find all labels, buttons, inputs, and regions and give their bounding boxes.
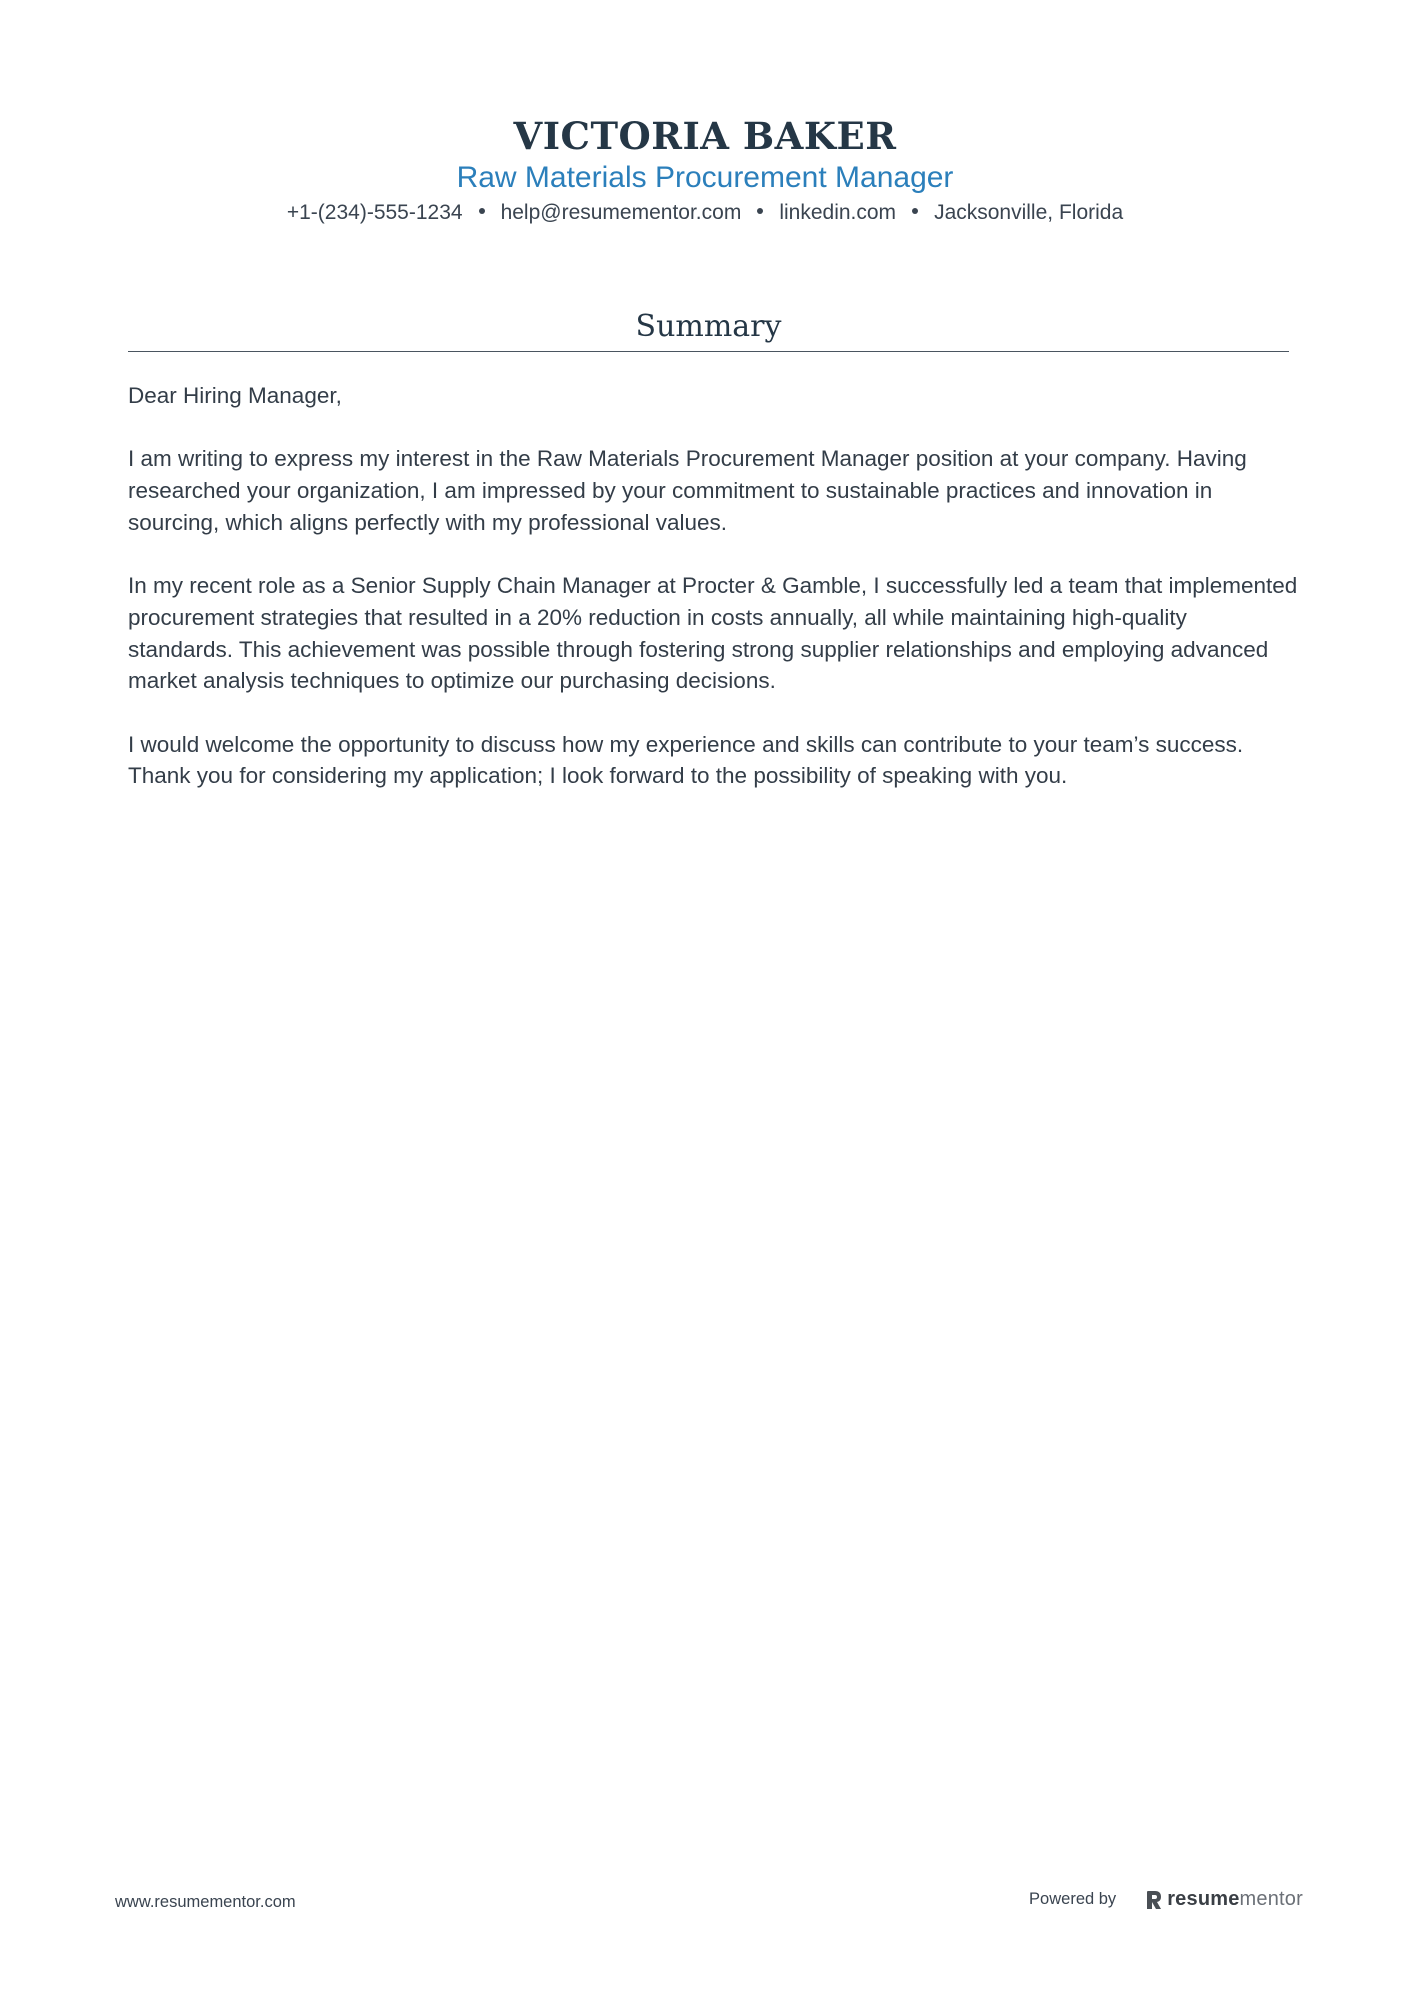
header: [0, 112, 1410, 228]
bullet-separator-icon: [757, 208, 763, 214]
letter-body: [128, 380, 1298, 824]
resumementor-logo[interactable]: [1146, 1888, 1303, 1911]
logo-wordmark-bold: resume: [1167, 1888, 1240, 1910]
section-heading-summary: Summary: [128, 303, 1289, 352]
contact-linkedin[interactable]: linkedin.com: [779, 201, 897, 224]
contact-email[interactable]: help@resumementor.com: [500, 201, 742, 224]
contact-location: Jacksonville, Florida: [934, 201, 1124, 224]
letter-paragraph: I would welcome the opportunity to discuss how my experience and skills can contribute to your team’s success. Thank you for considering my application; I look forward to the possibility of speaking with you.: [128, 731, 1244, 789]
footer-website[interactable]: www.resumementor.com: [115, 1893, 296, 1911]
letter-greeting: Dear Hiring Manager,: [128, 383, 342, 408]
bullet-separator-icon: [912, 208, 918, 214]
contact-line: [0, 198, 1410, 228]
job-title: Raw Materials Procurement Manager: [456, 161, 954, 194]
footer-powered-by: [1029, 1888, 1303, 1911]
powered-by-label: Powered by: [1029, 1890, 1117, 1908]
resumementor-logo-icon: [1146, 1890, 1162, 1910]
contact-phone: +1-(234)-555-1234: [286, 201, 463, 224]
logo-wordmark-light: mentor: [1239, 1888, 1303, 1910]
bullet-separator-icon: [479, 208, 485, 214]
letter-paragraph: I am writing to express my interest in the Raw Materials Procurement Manager position at your company. Having researched your organization, I am impressed by your commitment to sustainable practices and innovation in sourcing, which aligns perfectly with my professional values.: [128, 446, 1247, 535]
logo-wordmark: [1167, 1888, 1303, 1911]
letter-paragraph: In my recent role as a Senior Supply Chain Manager at Procter & Gamble, I successfully led a team that implemented procurement strategies that resulted in a 20% reduction in costs annually, all while maintaining high-quality standards. This achievement was possible through fostering strong supplier relationships and employing advanced market analysis techniques to optimize our purchasing decisions.: [128, 573, 1298, 694]
candidate-name: VICTORIA BAKER: [513, 114, 897, 158]
